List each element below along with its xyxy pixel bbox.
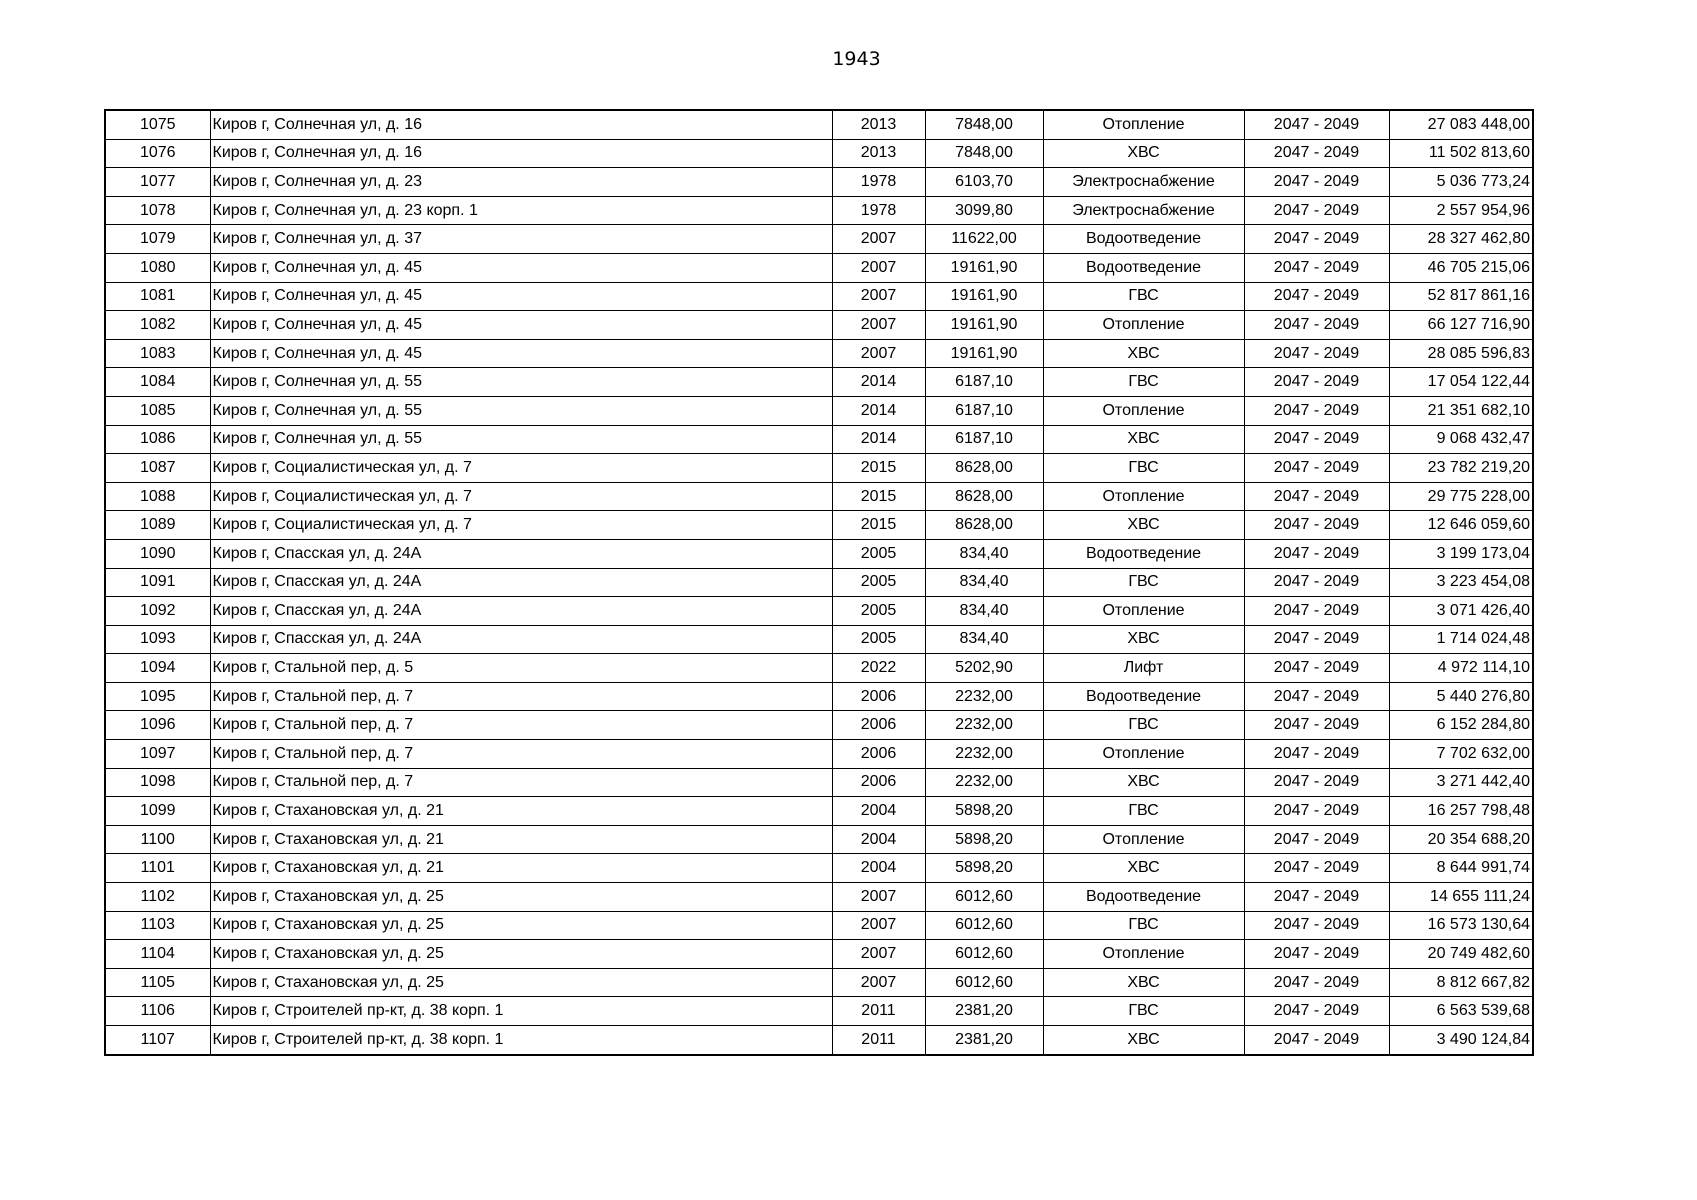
table-row (105, 196, 1533, 225)
address-cell: Киров г, Солнечная ул, д. 55 (210, 425, 832, 454)
row-number-cell: 1089 (105, 511, 210, 540)
year-built-cell: 2007 (832, 225, 925, 254)
year-built-cell: 2005 (832, 597, 925, 626)
work-type-cell: Отопление (1043, 740, 1244, 769)
work-type-cell: Отопление (1043, 825, 1244, 854)
address-cell: Киров г, Солнечная ул, д. 55 (210, 396, 832, 425)
table-row (105, 482, 1533, 511)
work-type-cell: ГВС (1043, 797, 1244, 826)
cost-cell: 1 714 024,48 (1389, 625, 1533, 654)
table-row (105, 282, 1533, 311)
row-number-cell: 1097 (105, 740, 210, 769)
area-cell: 19161,90 (925, 282, 1043, 311)
period-cell: 2047 - 2049 (1244, 139, 1389, 168)
row-number-cell: 1092 (105, 597, 210, 626)
period-cell: 2047 - 2049 (1244, 940, 1389, 969)
area-cell: 11622,00 (925, 225, 1043, 254)
cost-cell: 9 068 432,47 (1389, 425, 1533, 454)
row-number-cell: 1082 (105, 311, 210, 340)
period-cell: 2047 - 2049 (1244, 568, 1389, 597)
period-cell: 2047 - 2049 (1244, 168, 1389, 197)
address-cell: Киров г, Стахановская ул, д. 25 (210, 968, 832, 997)
address-cell: Киров г, Стахановская ул, д. 21 (210, 854, 832, 883)
year-built-cell: 2007 (832, 339, 925, 368)
address-cell: Киров г, Стальной пер, д. 7 (210, 711, 832, 740)
year-built-cell: 2006 (832, 682, 925, 711)
address-cell: Киров г, Спасская ул, д. 24А (210, 568, 832, 597)
period-cell: 2047 - 2049 (1244, 311, 1389, 340)
row-number-cell: 1077 (105, 168, 210, 197)
period-cell: 2047 - 2049 (1244, 225, 1389, 254)
area-cell: 834,40 (925, 625, 1043, 654)
cost-cell: 3 490 124,84 (1389, 1026, 1533, 1055)
address-cell: Киров г, Строителей пр-кт, д. 38 корп. 1 (210, 1026, 832, 1055)
area-cell: 5898,20 (925, 825, 1043, 854)
address-cell: Киров г, Социалистическая ул, д. 7 (210, 454, 832, 483)
cost-cell: 5 440 276,80 (1389, 682, 1533, 711)
address-cell: Киров г, Стальной пер, д. 7 (210, 682, 832, 711)
work-type-cell: Отопление (1043, 482, 1244, 511)
cost-cell: 5 036 773,24 (1389, 168, 1533, 197)
year-built-cell: 2004 (832, 797, 925, 826)
year-built-cell: 2007 (832, 968, 925, 997)
period-cell: 2047 - 2049 (1244, 597, 1389, 626)
year-built-cell: 2011 (832, 1026, 925, 1055)
cost-cell: 16 573 130,64 (1389, 911, 1533, 940)
cost-cell: 6 152 284,80 (1389, 711, 1533, 740)
area-cell: 6012,60 (925, 911, 1043, 940)
address-cell: Киров г, Спасская ул, д. 24А (210, 597, 832, 626)
row-number-cell: 1094 (105, 654, 210, 683)
table-row (105, 682, 1533, 711)
row-number-cell: 1091 (105, 568, 210, 597)
year-built-cell: 2004 (832, 854, 925, 883)
work-type-cell: ГВС (1043, 454, 1244, 483)
area-cell: 5898,20 (925, 854, 1043, 883)
year-built-cell: 2004 (832, 825, 925, 854)
address-cell: Киров г, Солнечная ул, д. 37 (210, 225, 832, 254)
table-row (105, 168, 1533, 197)
area-cell: 5202,90 (925, 654, 1043, 683)
work-type-cell: Отопление (1043, 597, 1244, 626)
cost-cell: 14 655 111,24 (1389, 883, 1533, 912)
area-cell: 8628,00 (925, 511, 1043, 540)
area-cell: 834,40 (925, 597, 1043, 626)
year-built-cell: 2005 (832, 539, 925, 568)
table-body (105, 110, 1533, 1055)
work-type-cell: Отопление (1043, 311, 1244, 340)
cost-cell: 46 705 215,06 (1389, 253, 1533, 282)
area-cell: 6187,10 (925, 425, 1043, 454)
cost-cell: 3 071 426,40 (1389, 597, 1533, 626)
year-built-cell: 1978 (832, 196, 925, 225)
year-built-cell: 2014 (832, 425, 925, 454)
row-number-cell: 1099 (105, 797, 210, 826)
area-cell: 6012,60 (925, 940, 1043, 969)
table-row (105, 940, 1533, 969)
table-row (105, 625, 1533, 654)
work-type-cell: ХВС (1043, 968, 1244, 997)
cost-cell: 3 271 442,40 (1389, 768, 1533, 797)
work-type-cell: ХВС (1043, 511, 1244, 540)
address-cell: Киров г, Стахановская ул, д. 25 (210, 883, 832, 912)
cost-cell: 3 223 454,08 (1389, 568, 1533, 597)
year-built-cell: 2006 (832, 711, 925, 740)
area-cell: 6012,60 (925, 968, 1043, 997)
area-cell: 6103,70 (925, 168, 1043, 197)
cost-cell: 3 199 173,04 (1389, 539, 1533, 568)
year-built-cell: 2005 (832, 568, 925, 597)
area-cell: 7848,00 (925, 139, 1043, 168)
table-row (105, 568, 1533, 597)
area-cell: 8628,00 (925, 454, 1043, 483)
period-cell: 2047 - 2049 (1244, 825, 1389, 854)
area-cell: 834,40 (925, 539, 1043, 568)
cost-cell: 29 775 228,00 (1389, 482, 1533, 511)
period-cell: 2047 - 2049 (1244, 539, 1389, 568)
period-cell: 2047 - 2049 (1244, 682, 1389, 711)
table-row (105, 511, 1533, 540)
area-cell: 2232,00 (925, 682, 1043, 711)
table-row (105, 711, 1533, 740)
address-cell: Киров г, Спасская ул, д. 24А (210, 625, 832, 654)
table-row (105, 368, 1533, 397)
table-row (105, 854, 1533, 883)
period-cell: 2047 - 2049 (1244, 911, 1389, 940)
address-cell: Киров г, Стахановская ул, д. 25 (210, 940, 832, 969)
work-type-cell: ХВС (1043, 339, 1244, 368)
year-built-cell: 2007 (832, 282, 925, 311)
year-built-cell: 2007 (832, 253, 925, 282)
address-cell: Киров г, Солнечная ул, д. 55 (210, 368, 832, 397)
row-number-cell: 1095 (105, 682, 210, 711)
year-built-cell: 2013 (832, 110, 925, 139)
cost-cell: 20 354 688,20 (1389, 825, 1533, 854)
period-cell: 2047 - 2049 (1244, 368, 1389, 397)
work-type-cell: ХВС (1043, 425, 1244, 454)
table-row (105, 253, 1533, 282)
year-built-cell: 2014 (832, 368, 925, 397)
table-row (105, 139, 1533, 168)
cost-cell: 66 127 716,90 (1389, 311, 1533, 340)
address-cell: Киров г, Стальной пер, д. 7 (210, 740, 832, 769)
table-row (105, 883, 1533, 912)
cost-cell: 16 257 798,48 (1389, 797, 1533, 826)
period-cell: 2047 - 2049 (1244, 740, 1389, 769)
period-cell: 2047 - 2049 (1244, 454, 1389, 483)
address-cell: Киров г, Стальной пер, д. 7 (210, 768, 832, 797)
row-number-cell: 1079 (105, 225, 210, 254)
address-cell: Киров г, Стальной пер, д. 5 (210, 654, 832, 683)
address-cell: Киров г, Солнечная ул, д. 23 корп. 1 (210, 196, 832, 225)
table-row (105, 225, 1533, 254)
area-cell: 2232,00 (925, 711, 1043, 740)
work-type-cell: Электроснабжение (1043, 196, 1244, 225)
row-number-cell: 1093 (105, 625, 210, 654)
area-cell: 2381,20 (925, 997, 1043, 1026)
address-cell: Киров г, Солнечная ул, д. 16 (210, 139, 832, 168)
work-type-cell: ГВС (1043, 568, 1244, 597)
year-built-cell: 2007 (832, 311, 925, 340)
period-cell: 2047 - 2049 (1244, 797, 1389, 826)
area-cell: 5898,20 (925, 797, 1043, 826)
address-cell: Киров г, Солнечная ул, д. 23 (210, 168, 832, 197)
year-built-cell: 2007 (832, 940, 925, 969)
table-row (105, 339, 1533, 368)
work-type-cell: Водоотведение (1043, 539, 1244, 568)
year-built-cell: 2007 (832, 883, 925, 912)
period-cell: 2047 - 2049 (1244, 110, 1389, 139)
period-cell: 2047 - 2049 (1244, 425, 1389, 454)
area-cell: 3099,80 (925, 196, 1043, 225)
period-cell: 2047 - 2049 (1244, 196, 1389, 225)
capital-repair-table (104, 109, 1534, 1056)
work-type-cell: Водоотведение (1043, 253, 1244, 282)
year-built-cell: 2006 (832, 740, 925, 769)
cost-cell: 4 972 114,10 (1389, 654, 1533, 683)
table-row (105, 110, 1533, 139)
cost-cell: 12 646 059,60 (1389, 511, 1533, 540)
work-type-cell: ХВС (1043, 625, 1244, 654)
address-cell: Киров г, Социалистическая ул, д. 7 (210, 511, 832, 540)
cost-cell: 21 351 682,10 (1389, 396, 1533, 425)
period-cell: 2047 - 2049 (1244, 883, 1389, 912)
address-cell: Киров г, Социалистическая ул, д. 7 (210, 482, 832, 511)
table-row (105, 825, 1533, 854)
row-number-cell: 1088 (105, 482, 210, 511)
year-built-cell: 2022 (832, 654, 925, 683)
row-number-cell: 1083 (105, 339, 210, 368)
table-row (105, 968, 1533, 997)
row-number-cell: 1100 (105, 825, 210, 854)
period-cell: 2047 - 2049 (1244, 511, 1389, 540)
period-cell: 2047 - 2049 (1244, 768, 1389, 797)
row-number-cell: 1084 (105, 368, 210, 397)
cost-cell: 23 782 219,20 (1389, 454, 1533, 483)
cost-cell: 52 817 861,16 (1389, 282, 1533, 311)
work-type-cell: Водоотведение (1043, 225, 1244, 254)
year-built-cell: 2007 (832, 911, 925, 940)
address-cell: Киров г, Солнечная ул, д. 45 (210, 282, 832, 311)
table-row (105, 539, 1533, 568)
area-cell: 2232,00 (925, 768, 1043, 797)
row-number-cell: 1098 (105, 768, 210, 797)
work-type-cell: Лифт (1043, 654, 1244, 683)
work-type-cell: ГВС (1043, 711, 1244, 740)
period-cell: 2047 - 2049 (1244, 396, 1389, 425)
work-type-cell: Отопление (1043, 396, 1244, 425)
cost-cell: 8 644 991,74 (1389, 854, 1533, 883)
address-cell: Киров г, Стахановская ул, д. 21 (210, 797, 832, 826)
address-cell: Киров г, Солнечная ул, д. 45 (210, 339, 832, 368)
row-number-cell: 1106 (105, 997, 210, 1026)
area-cell: 2232,00 (925, 740, 1043, 769)
area-cell: 6187,10 (925, 396, 1043, 425)
period-cell: 2047 - 2049 (1244, 1026, 1389, 1055)
row-number-cell: 1102 (105, 883, 210, 912)
cost-cell: 17 054 122,44 (1389, 368, 1533, 397)
row-number-cell: 1081 (105, 282, 210, 311)
area-cell: 2381,20 (925, 1026, 1043, 1055)
area-cell: 19161,90 (925, 311, 1043, 340)
area-cell: 19161,90 (925, 253, 1043, 282)
cost-cell: 6 563 539,68 (1389, 997, 1533, 1026)
period-cell: 2047 - 2049 (1244, 253, 1389, 282)
address-cell: Киров г, Строителей пр-кт, д. 38 корп. 1 (210, 997, 832, 1026)
work-type-cell: ГВС (1043, 997, 1244, 1026)
area-cell: 19161,90 (925, 339, 1043, 368)
row-number-cell: 1103 (105, 911, 210, 940)
work-type-cell: Водоотведение (1043, 883, 1244, 912)
address-cell: Киров г, Стахановская ул, д. 21 (210, 825, 832, 854)
period-cell: 2047 - 2049 (1244, 654, 1389, 683)
address-cell: Киров г, Солнечная ул, д. 45 (210, 311, 832, 340)
cost-cell: 11 502 813,60 (1389, 139, 1533, 168)
row-number-cell: 1080 (105, 253, 210, 282)
cost-cell: 28 085 596,83 (1389, 339, 1533, 368)
period-cell: 2047 - 2049 (1244, 854, 1389, 883)
period-cell: 2047 - 2049 (1244, 997, 1389, 1026)
work-type-cell: Отопление (1043, 110, 1244, 139)
area-cell: 8628,00 (925, 482, 1043, 511)
row-number-cell: 1085 (105, 396, 210, 425)
work-type-cell: ХВС (1043, 854, 1244, 883)
work-type-cell: ГВС (1043, 911, 1244, 940)
row-number-cell: 1086 (105, 425, 210, 454)
row-number-cell: 1075 (105, 110, 210, 139)
year-built-cell: 2006 (832, 768, 925, 797)
page-number: 1943 (832, 48, 881, 70)
table-row (105, 597, 1533, 626)
period-cell: 2047 - 2049 (1244, 339, 1389, 368)
work-type-cell: Электроснабжение (1043, 168, 1244, 197)
table-row (105, 454, 1533, 483)
row-number-cell: 1096 (105, 711, 210, 740)
row-number-cell: 1076 (105, 139, 210, 168)
area-cell: 6012,60 (925, 883, 1043, 912)
cost-cell: 20 749 482,60 (1389, 940, 1533, 969)
period-cell: 2047 - 2049 (1244, 625, 1389, 654)
year-built-cell: 2013 (832, 139, 925, 168)
address-cell: Киров г, Солнечная ул, д. 16 (210, 110, 832, 139)
table-row (105, 911, 1533, 940)
year-built-cell: 2011 (832, 997, 925, 1026)
work-type-cell: ГВС (1043, 368, 1244, 397)
year-built-cell: 2015 (832, 482, 925, 511)
year-built-cell: 2015 (832, 511, 925, 540)
address-cell: Киров г, Стахановская ул, д. 25 (210, 911, 832, 940)
cost-cell: 28 327 462,80 (1389, 225, 1533, 254)
cost-cell: 8 812 667,82 (1389, 968, 1533, 997)
year-built-cell: 2005 (832, 625, 925, 654)
table-row (105, 425, 1533, 454)
row-number-cell: 1078 (105, 196, 210, 225)
work-type-cell: Водоотведение (1043, 682, 1244, 711)
year-built-cell: 2014 (832, 396, 925, 425)
work-type-cell: Отопление (1043, 940, 1244, 969)
area-cell: 6187,10 (925, 368, 1043, 397)
period-cell: 2047 - 2049 (1244, 282, 1389, 311)
work-type-cell: ХВС (1043, 1026, 1244, 1055)
table-row (105, 654, 1533, 683)
row-number-cell: 1090 (105, 539, 210, 568)
table-row (105, 797, 1533, 826)
area-cell: 7848,00 (925, 110, 1043, 139)
address-cell: Киров г, Солнечная ул, д. 45 (210, 253, 832, 282)
row-number-cell: 1101 (105, 854, 210, 883)
table-row (105, 740, 1533, 769)
work-type-cell: ХВС (1043, 768, 1244, 797)
table-row (105, 396, 1533, 425)
row-number-cell: 1087 (105, 454, 210, 483)
period-cell: 2047 - 2049 (1244, 711, 1389, 740)
year-built-cell: 2015 (832, 454, 925, 483)
table-row (105, 1026, 1533, 1055)
period-cell: 2047 - 2049 (1244, 968, 1389, 997)
table-row (105, 997, 1533, 1026)
year-built-cell: 1978 (832, 168, 925, 197)
work-type-cell: ХВС (1043, 139, 1244, 168)
table-row (105, 311, 1533, 340)
cost-cell: 7 702 632,00 (1389, 740, 1533, 769)
period-cell: 2047 - 2049 (1244, 482, 1389, 511)
row-number-cell: 1107 (105, 1026, 210, 1055)
cost-cell: 27 083 448,00 (1389, 110, 1533, 139)
table-row (105, 768, 1533, 797)
row-number-cell: 1105 (105, 968, 210, 997)
work-type-cell: ГВС (1043, 282, 1244, 311)
address-cell: Киров г, Спасская ул, д. 24А (210, 539, 832, 568)
row-number-cell: 1104 (105, 940, 210, 969)
cost-cell: 2 557 954,96 (1389, 196, 1533, 225)
area-cell: 834,40 (925, 568, 1043, 597)
